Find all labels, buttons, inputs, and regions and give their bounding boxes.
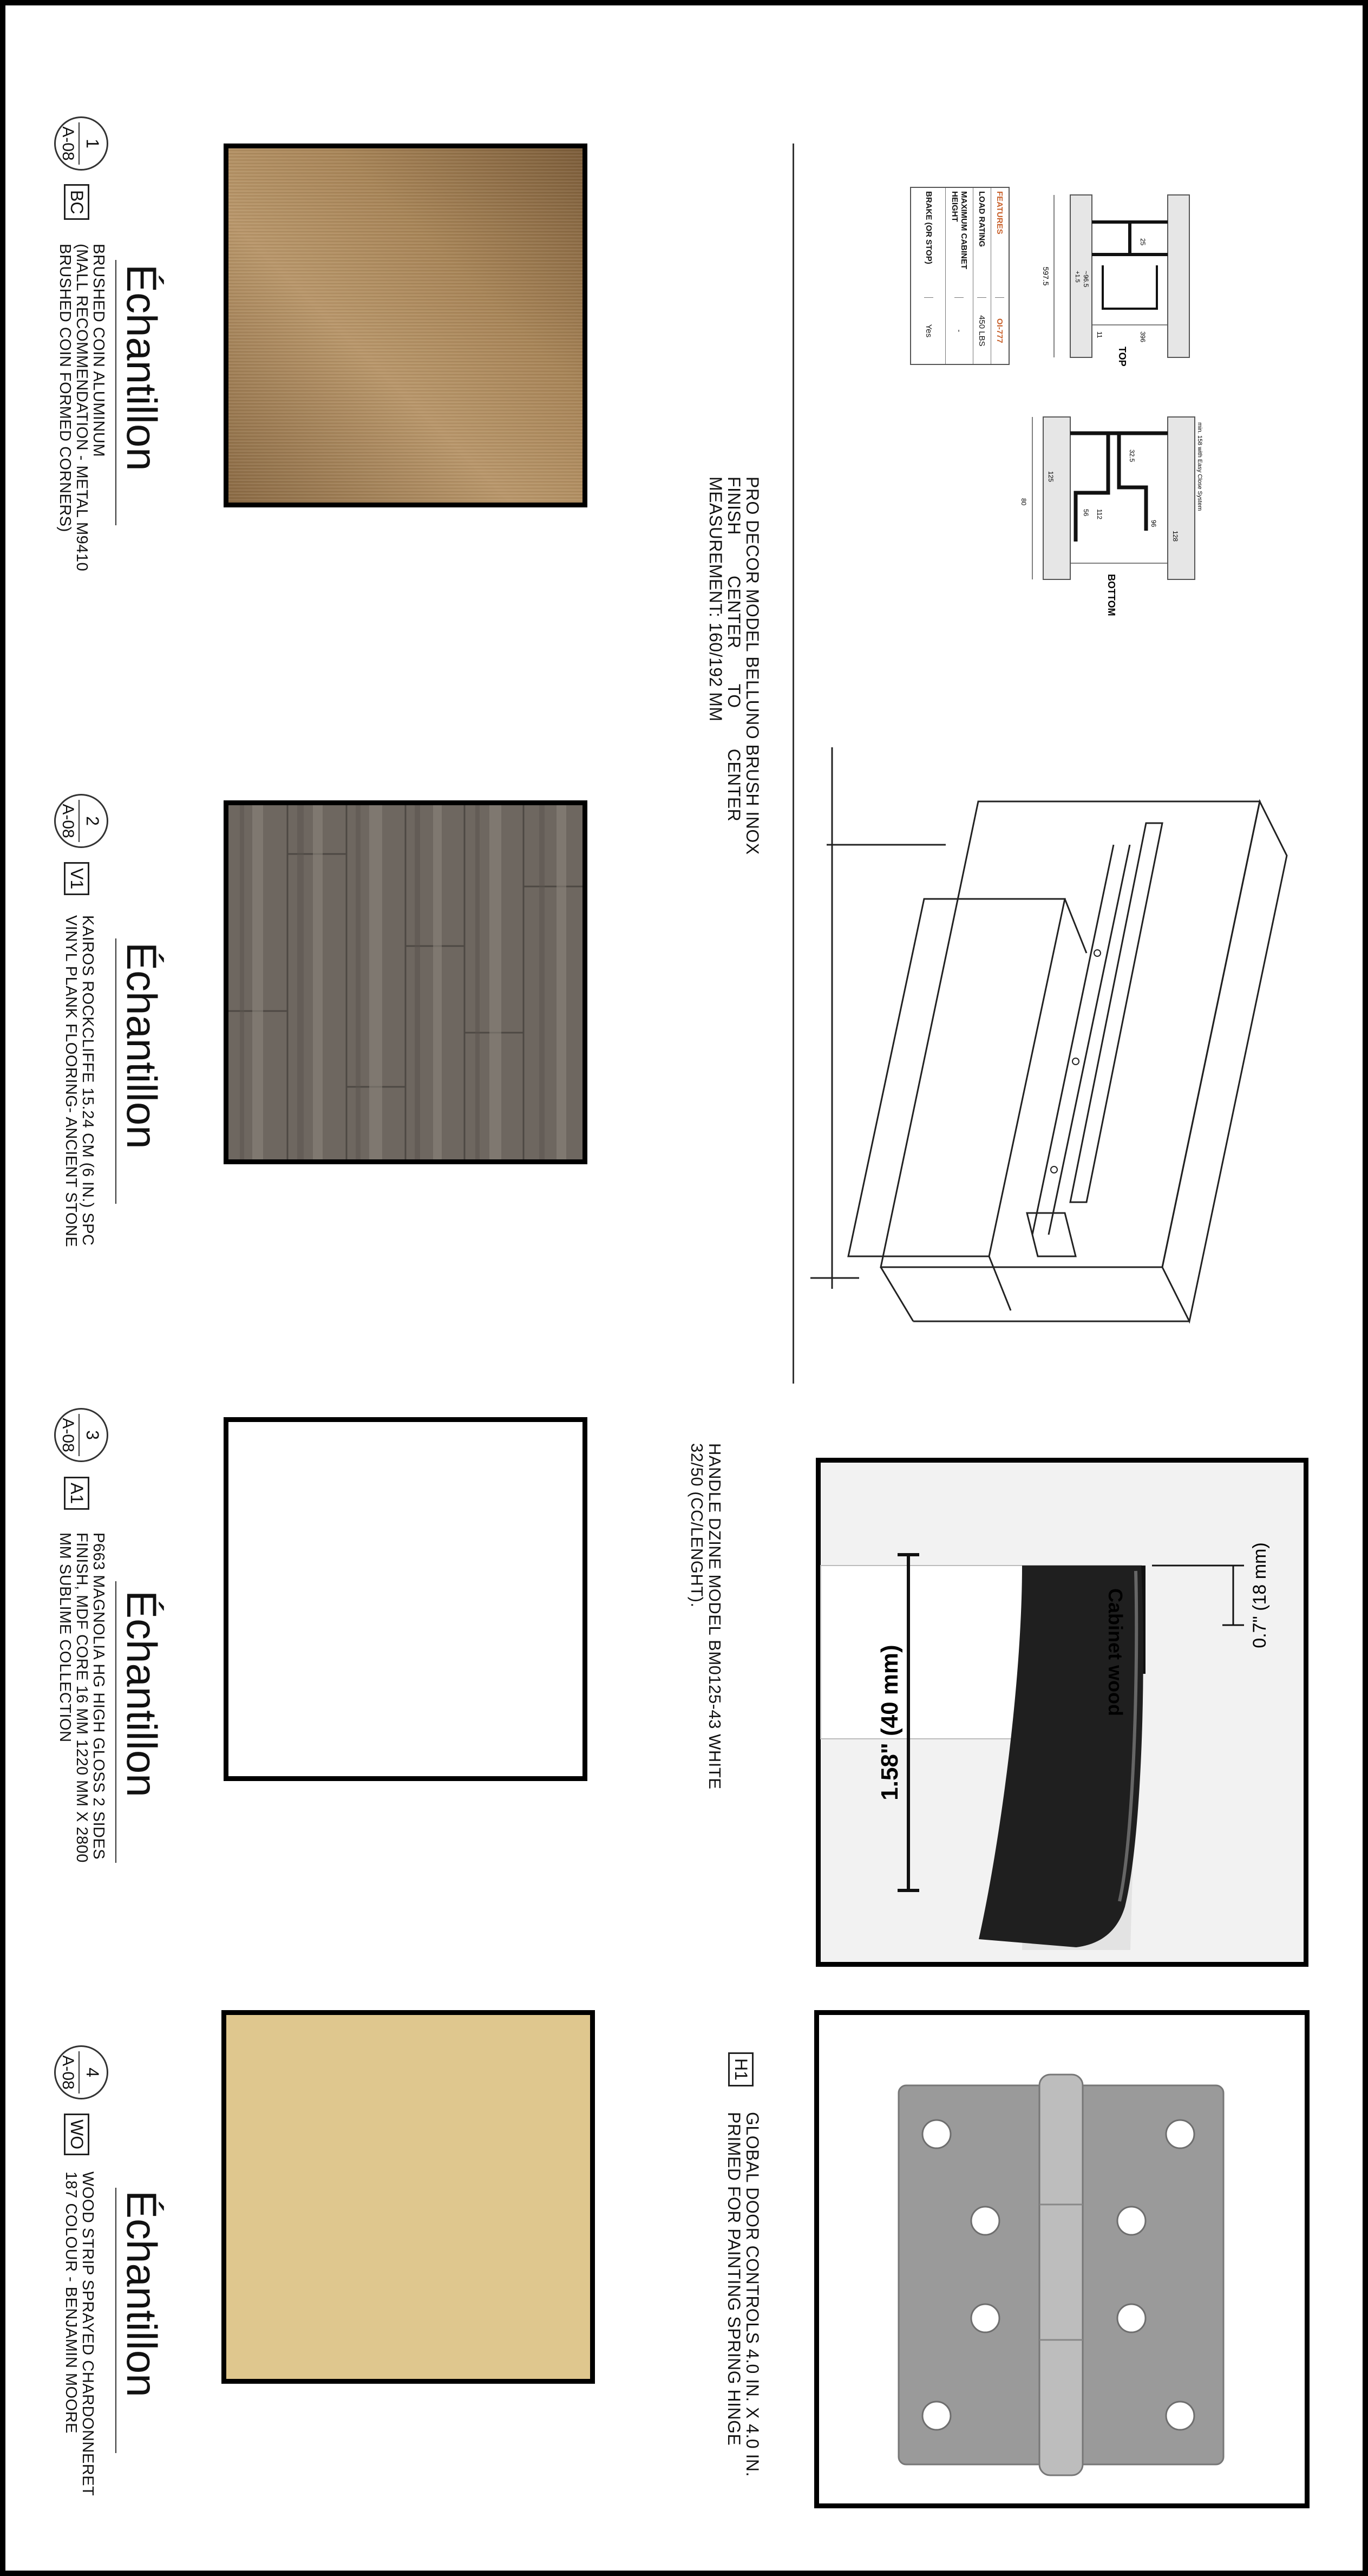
- spring-hinge-illustration: [819, 2015, 1305, 2503]
- sample-description: KAIROS ROCKCLIFFE 15.24 CM (6 IN.) SPC VINYL PLANK FLOORING- ANCIENT STONE: [62, 915, 96, 1248]
- top-view-label: TOP: [1117, 347, 1128, 367]
- finish-code-tag: A1: [64, 1477, 89, 1510]
- detail-callout-1: [54, 116, 108, 171]
- table-cell: -: [955, 297, 964, 364]
- dimension-label: 597.5: [1042, 266, 1050, 286]
- slide-spec-table: [910, 187, 1010, 365]
- high-gloss-white-swatch: [224, 1417, 587, 1781]
- handle-height-label: 1.58" (40 mm): [876, 1645, 903, 1801]
- callout-number: 4: [83, 2068, 102, 2077]
- table-cell: BRAKE (OR STOP): [924, 191, 934, 264]
- finish-code-tag: BC: [64, 184, 89, 220]
- sample-title: Échantillon: [118, 2190, 166, 2397]
- drawer-isometric-drawing: [805, 726, 1292, 1343]
- callout-divider: [78, 1414, 80, 1456]
- detail-callout-4: [54, 2045, 108, 2099]
- detail-callout-2: [54, 794, 108, 848]
- detail-callout-3: [54, 1408, 108, 1462]
- handle-photo: [816, 1458, 1308, 1967]
- dimension-label: 11: [1096, 331, 1103, 338]
- callout-divider: [78, 122, 80, 165]
- sample-description: WOOD STRIP SPRAYED CHARDONNERET 187 COLOUR - BENJAMIN MOORE: [62, 2171, 96, 2496]
- table-cell: 450 LBS: [978, 297, 987, 364]
- drawer-section-divider: [793, 144, 794, 1384]
- dimension-label: 128: [1171, 531, 1179, 542]
- dimension-label: 96: [1150, 520, 1157, 527]
- title-underline: [115, 260, 116, 525]
- brushed-texture: [228, 148, 582, 503]
- sample-description: P663 MAGNOLIA HG HIGH GLOSS 2 SIDES FINISH, MDF CORE 16 MM 1220 MM X 2800 MM SUBLIME COLLECTION: [56, 1532, 107, 1863]
- sprayed-wood-swatch: [221, 2010, 595, 2384]
- title-underline: [115, 938, 116, 1204]
- cabinet-wood-label: Cabinet wood: [1104, 1588, 1127, 1716]
- hinge-description: GLOBAL DOOR CONTROLS 4.0 IN. X 4.0 IN. PRIMED FOR PAINTING SPRING HINGE: [724, 2112, 762, 2477]
- sample-description: BRUSHED COIN ALUMINUM (MALL RECOMMENDATION - METAL M9410 BRUSHED COIN FORMED CORNERS): [56, 244, 107, 572]
- wood-plank-texture: [228, 805, 582, 1159]
- hinge-code-tag: H1: [728, 2052, 754, 2086]
- table-cell: LOAD RATING: [977, 191, 987, 247]
- dimension-label: 32.5: [1128, 449, 1136, 462]
- dimension-label: 112: [1096, 509, 1103, 520]
- table-cell: Yes: [925, 297, 934, 364]
- drawer-slide-description: PRO DECOR MODEL BELLUNO BRUSH INOX FINISH CENTER TO CENTER MEASUREMENT: 160/192 MM: [706, 477, 762, 855]
- title-underline: [115, 1581, 116, 1863]
- dimension-label: 125: [1047, 471, 1055, 482]
- title-underline: [115, 2188, 116, 2453]
- table-cell: MAXIMUM CABINET HEIGHT: [950, 191, 968, 270]
- bottom-view-label: BOTTOM: [1106, 574, 1117, 616]
- callout-sheet-ref: A-08: [59, 1418, 77, 1452]
- brushed-metal-swatch: [224, 144, 587, 507]
- callout-sheet-ref: A-08: [59, 126, 77, 161]
- sample-title: Échantillon: [118, 942, 166, 1149]
- callout-sheet-ref: A-08: [59, 804, 77, 838]
- callout-sheet-ref: A-08: [59, 2055, 77, 2090]
- handle-profile-illustration: [821, 1463, 1304, 1962]
- callout-number: 1: [83, 139, 102, 148]
- dimension-label: ~96.5: [1082, 271, 1090, 288]
- callout-number: 2: [83, 816, 102, 826]
- dimension-label: 56: [1082, 509, 1090, 517]
- dimension-label: +1.5: [1074, 271, 1081, 283]
- vinyl-plank-swatch: [224, 800, 587, 1164]
- hinge-photo: [814, 2010, 1310, 2508]
- dimension-label: 396: [1139, 331, 1147, 343]
- table-header-features: FEATURES: [995, 191, 1005, 234]
- dimension-label: 25: [1139, 238, 1147, 246]
- slide-bottom-section-drawing: [1011, 412, 1206, 616]
- dimension-label: 80: [1020, 498, 1027, 506]
- table-header-model: OI-777: [996, 297, 1005, 364]
- sample-title: Échantillon: [118, 264, 166, 471]
- callout-number: 3: [83, 1430, 102, 1440]
- callout-divider: [78, 2051, 80, 2094]
- finish-code-tag: WO: [64, 2114, 89, 2155]
- sample-title: Échantillon: [118, 1590, 166, 1797]
- bottom-view-note: min. 158 with Easy Close System: [1196, 422, 1203, 511]
- callout-divider: [78, 800, 80, 842]
- handle-lip-label: 0.7" (18 mm): [1249, 1542, 1270, 1648]
- slide-top-section-drawing: [1027, 190, 1200, 367]
- handle-description: HANDLE DZINE MODEL BM0125-43 WHITE 32/50 (CC/LENGHT).: [688, 1443, 724, 1790]
- finish-code-tag: V1: [64, 862, 89, 895]
